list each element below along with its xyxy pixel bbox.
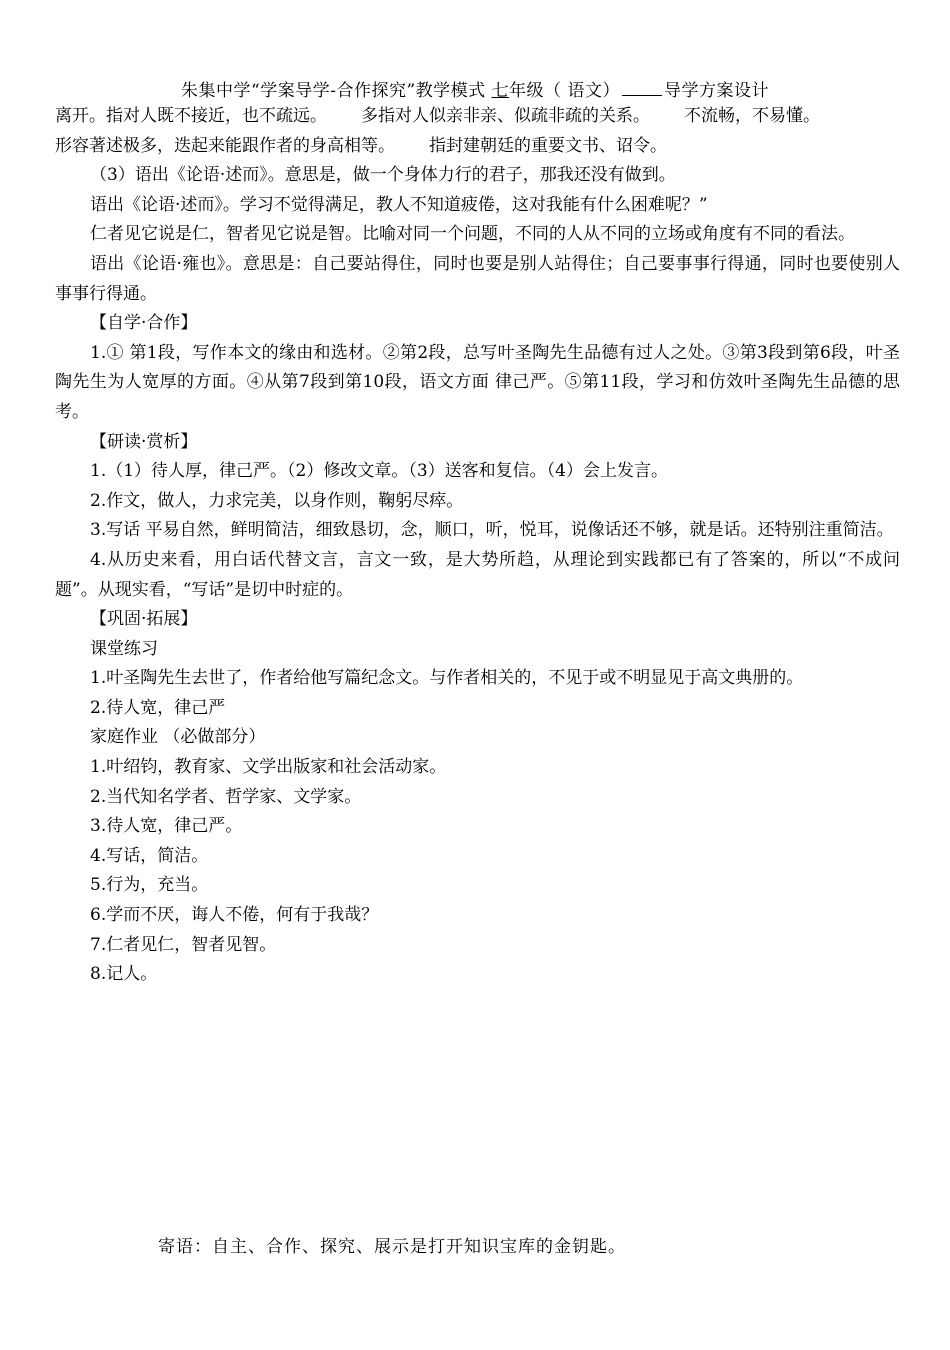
homework-title: 家庭作业 （必做部分） xyxy=(90,727,266,748)
intro-line-1-part-1: 离开。指对人既不接近，也不疏远。 xyxy=(55,106,327,126)
header-suffix: 导学方案设计 xyxy=(663,81,769,101)
header-prefix: 朱集中学“学案导学-合作探究”教学模式 xyxy=(181,81,486,101)
homework-item: 5.行为，充当。 xyxy=(90,875,209,896)
homework-item: 3.待人宽，律己严。 xyxy=(90,816,243,837)
intro-line-2-part-1: 形容著述极多，迭起来能跟作者的身高相等。 xyxy=(55,135,395,156)
classwork-item: 2.待人宽，律己严 xyxy=(90,697,226,718)
header-blank xyxy=(622,79,662,96)
paragraph-5: 仁者见它说是仁，智者见它说是智。比喻对同一个问题，不同的人从不同的立场或角度有不同的看法。 xyxy=(90,224,855,245)
yandu-item: 1.（1）待人厚，律己严。（2）修改文章。（3）送客和复信。（4）会上发言。 xyxy=(90,461,668,482)
yandu-item: 4.从历史来看，用白话代替文言，言文一致，是大势所趋，从理论到实践都已有了答案的，所以“不成问题”。从现实看，“写话”是切中时症的。 xyxy=(55,549,900,600)
intro-line-1 xyxy=(55,102,900,132)
homework-item: 7.仁者见仁，智者见智。 xyxy=(90,934,277,955)
homework-item: 1.叶绍钧，教育家、文学出版家和社会活动家。 xyxy=(90,757,447,778)
classwork-title: 课堂练习 xyxy=(90,638,158,659)
section-title-gonggu: 【巩固·拓展】 xyxy=(90,609,198,630)
yandu-item: 2.作文，做人，力求完美，以身作则，鞠躬尽瘁。 xyxy=(90,490,464,511)
paragraph-6: 语出《论语·雍也》。意思是：自己要站得住，同时也要是别人站得住；自己要事事行得通，同时也要使别人事事行得通。 xyxy=(55,253,900,304)
intro-line-1-part-2: 多指对人似亲非亲、似疏非疏的关系。 xyxy=(361,106,650,126)
page-header xyxy=(0,76,950,101)
yandu-item: 3.写话 平易自然，鲜明简洁，细致恳切，念，顺口，听，悦耳，说像话还不够，就是话。还特别注重简洁。 xyxy=(90,520,894,541)
footer-motto: 寄语：自主、合作、探究、展示是打开知识宝库的金钥匙。 xyxy=(158,1237,626,1257)
zixue-answer: 1.① 第1段，写作本文的缘由和选材。②第2段，总写叶圣陶先生品德有过人之处。③第3段到第6段，叶圣陶先生为人宽厚的方面。④从第7段到第10段，语文方面 律己严。⑤第11段，学习和仿效叶圣陶先生品德的思考。 xyxy=(55,342,900,422)
homework-item: 6.学而不厌，诲人不倦，何有于我哉？ xyxy=(90,905,379,926)
section-title-zixue: 【自学·合作】 xyxy=(90,313,198,334)
paragraph-4: 语出《论语·述而》。学习不觉得满足，教人不知道疲倦，这对我能有什么困难呢？” xyxy=(90,194,708,215)
homework-item: 4.写话，简洁。 xyxy=(90,845,209,866)
homework-item: 2.当代知名学者、哲学家、文学家。 xyxy=(90,786,362,807)
classwork-item: 1.叶圣陶先生去世了，作者给他写篇纪念文。与作者相关的，不见于或不明显见于高文典册的。 xyxy=(90,668,804,689)
document-body xyxy=(55,102,900,990)
paragraph-3: （3）语出《论语·述而》。意思是，做一个身体力行的君子，那我还没有做到。 xyxy=(90,165,676,186)
intro-line-2 xyxy=(55,132,900,162)
header-grade-suffix: 年级（ 语文） xyxy=(509,81,620,101)
header-grade: 七 xyxy=(491,81,510,101)
intro-line-2-part-2: 指封建朝廷的重要文书、诏令。 xyxy=(429,135,667,156)
intro-line-1-part-3: 不流畅，不易懂。 xyxy=(684,106,820,126)
section-title-yandu: 【研读·赏析】 xyxy=(90,431,198,452)
homework-item: 8.记人。 xyxy=(90,964,158,985)
